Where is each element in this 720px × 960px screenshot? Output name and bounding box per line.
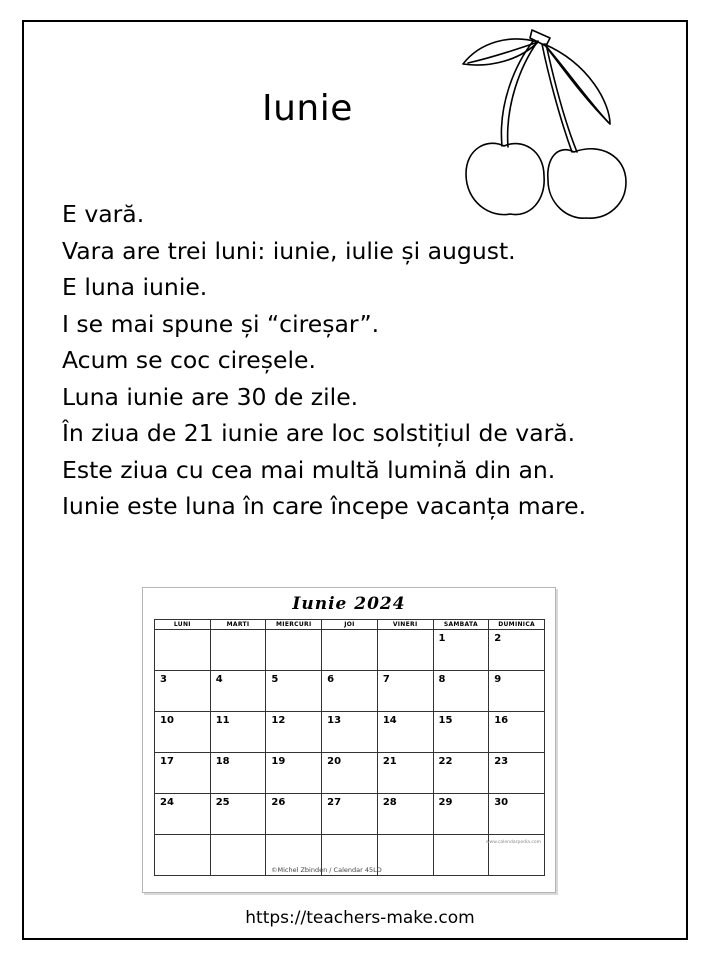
calendar-day-number: 24 [160, 797, 174, 808]
calendar-day-number: 1 [438, 633, 446, 644]
weekday-header: VINERI [377, 620, 433, 630]
calendar-week-row [155, 794, 545, 835]
calendar-day-cell [266, 753, 322, 794]
calendar-day-number: 22 [438, 756, 453, 767]
calendar-week-row [155, 630, 545, 671]
calendar-grid [154, 619, 545, 876]
calendar-day-number: 27 [327, 797, 342, 808]
paragraph-line: I se mai spune și “cireșar”. [62, 309, 380, 338]
footer-url: https://teachers-make.com [245, 908, 475, 928]
calendar-title: Iunie 2024 [292, 594, 406, 614]
calendar-day-number: 14 [382, 715, 397, 726]
calendar-day-cell [377, 794, 433, 835]
calendar-day-cell [210, 753, 266, 794]
calendar-day-cell [322, 712, 378, 753]
weekday-header: LUNI [155, 620, 211, 630]
cherries-icon [460, 24, 640, 224]
calendar-day-cell [210, 794, 266, 835]
calendar-day-cell [322, 753, 378, 794]
calendar-day-number: 30 [494, 797, 509, 808]
calendar-day-number: 20 [327, 756, 342, 767]
weekday-header: MIERCURI [266, 620, 322, 630]
calendar-day-cell [433, 630, 489, 671]
weekday-header: JOI [322, 620, 378, 630]
calendar-day-cell [377, 671, 433, 712]
page-title: Iunie [262, 88, 353, 129]
calendar-day-cell [266, 712, 322, 753]
calendar-day-cell [433, 753, 489, 794]
calendar-day-cell [266, 630, 322, 671]
calendar-day-number: 28 [382, 797, 397, 808]
calendar-day-number: 11 [215, 715, 230, 726]
calendar-day-cell [489, 630, 545, 671]
calendar-small-credit: www.calendarpedia.com [485, 840, 541, 845]
paragraph-line: În ziua de 21 iunie are loc solstițiul de vară. [62, 419, 576, 447]
calendar-day-number: 3 [160, 674, 167, 685]
weekday-header-row [155, 620, 545, 630]
calendar-day-number: 2 [494, 633, 502, 644]
calendar-day-cell [433, 794, 489, 835]
paragraph-line: Acum se coc cireșele. [62, 346, 316, 374]
calendar-week-row [155, 671, 545, 712]
calendar-day-cell [155, 794, 211, 835]
calendar-day-cell [322, 794, 378, 835]
calendar-day-number: 16 [494, 715, 509, 726]
calendar-day-number: 25 [215, 797, 230, 808]
calendar-day-cell [433, 671, 489, 712]
calendar-image [142, 587, 556, 893]
calendar-day-number: 4 [215, 674, 223, 685]
calendar-day-cell [155, 753, 211, 794]
calendar-day-cell [377, 630, 433, 671]
calendar-day-cell [155, 630, 211, 671]
calendar-day-number: 12 [271, 715, 286, 726]
calendar-day-cell [322, 630, 378, 671]
calendar-day-cell [489, 671, 545, 712]
calendar-day-number: 5 [271, 674, 279, 685]
calendar-day-number: 29 [438, 797, 453, 808]
calendar-day-number: 13 [327, 715, 342, 726]
calendar-day-number: 10 [160, 715, 174, 726]
calendar-day-cell [489, 753, 545, 794]
calendar-day-cell [155, 835, 211, 876]
calendar-day-cell [377, 835, 433, 876]
weekday-header: SAMBATA [433, 620, 489, 630]
paragraph [62, 196, 586, 525]
calendar-week-row [155, 712, 545, 753]
weekday-header: MARTI [210, 620, 266, 630]
calendar-day-cell [266, 671, 322, 712]
calendar-day-cell [489, 794, 545, 835]
paragraph-line: Iunie este luna în care începe vacanța mare. [62, 492, 587, 520]
calendar-day-cell [433, 712, 489, 753]
paragraph-line: E vară. [62, 200, 145, 228]
calendar-day-cell [210, 712, 266, 753]
calendar-body [155, 630, 545, 876]
paragraph-line: Vara are trei luni: iunie, iulie și august. [62, 236, 516, 265]
calendar-day-number: 9 [494, 674, 502, 685]
calendar-day-number: 21 [382, 756, 397, 767]
calendar-day-cell [210, 630, 266, 671]
calendar-day-number: 17 [160, 756, 174, 767]
calendar-day-cell [266, 794, 322, 835]
calendar-week-row [155, 753, 545, 794]
calendar-day-number: 26 [271, 797, 286, 808]
calendar-day-cell [489, 712, 545, 753]
calendar-day-number: 7 [382, 674, 390, 685]
calendar-day-cell [322, 671, 378, 712]
paragraph-line: E luna iunie. [62, 273, 208, 301]
calendar-day-cell [377, 712, 433, 753]
calendar-day-number: 8 [438, 674, 446, 685]
paragraph-line: Luna iunie are 30 de zile. [62, 382, 359, 411]
calendar-day-number: 19 [271, 756, 286, 767]
calendar-day-number: 15 [438, 715, 453, 726]
calendar-day-cell [433, 835, 489, 876]
calendar-day-cell [155, 671, 211, 712]
calendar-day-cell [210, 671, 266, 712]
calendar-day-number: 18 [215, 756, 230, 767]
calendar-day-cell [210, 835, 266, 876]
calendar-day-cell [155, 712, 211, 753]
calendar-day-number: 23 [494, 756, 509, 767]
calendar-credit: ©Michel Zbinden / Calendar 45LD [271, 866, 382, 874]
calendar-day-cell [377, 753, 433, 794]
weekday-header: DUMINICA [489, 620, 545, 630]
calendar-day-number: 6 [327, 674, 335, 685]
paragraph-line: Este ziua cu cea mai multă lumină din an. [62, 455, 556, 484]
